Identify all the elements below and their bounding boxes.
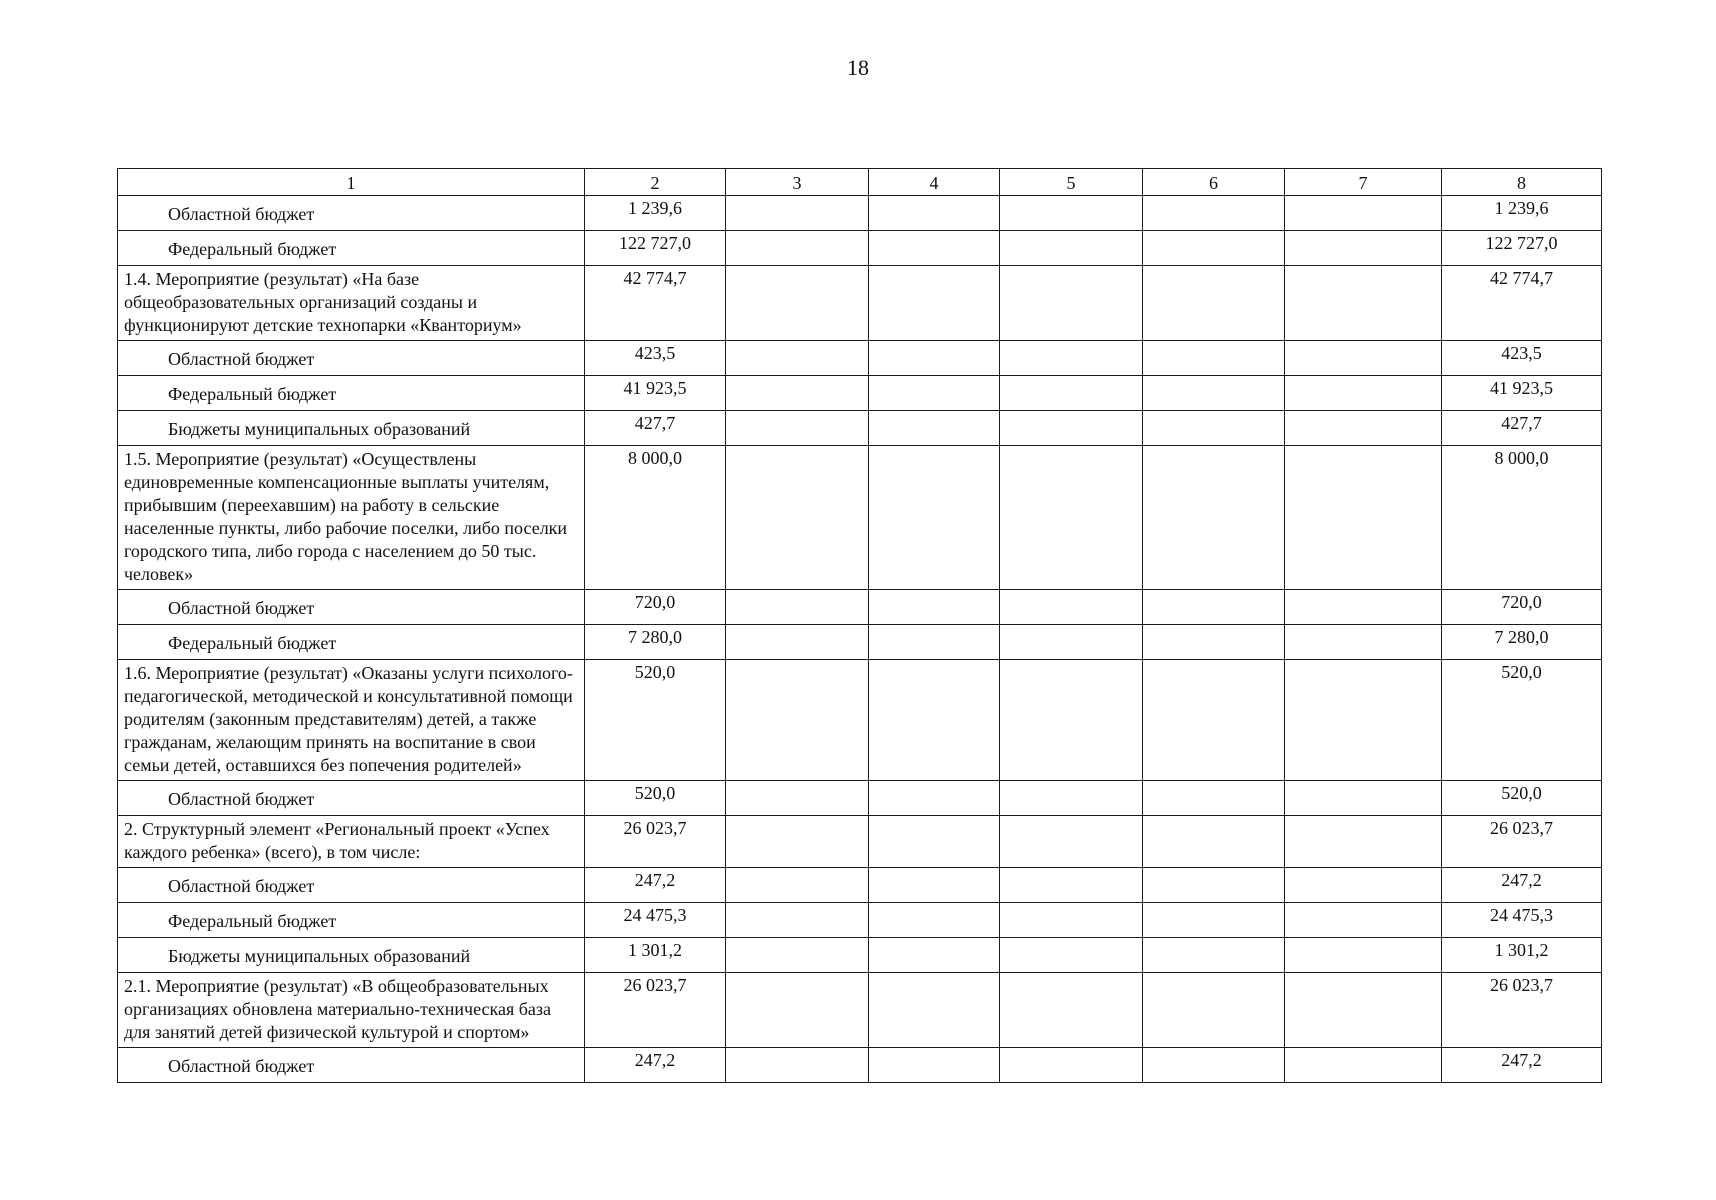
empty-cell <box>1143 590 1285 625</box>
empty-cell <box>869 938 1000 973</box>
table-row <box>118 446 1602 590</box>
empty-cell <box>1285 903 1442 938</box>
table-body <box>118 196 1602 1083</box>
empty-cell <box>1143 411 1285 446</box>
empty-cell <box>1285 938 1442 973</box>
empty-cell <box>869 660 1000 781</box>
amount-col8-cell: 1 239,6 <box>1442 196 1602 231</box>
empty-cell <box>1143 938 1285 973</box>
column-header: 3 <box>726 169 869 196</box>
empty-cell <box>1285 266 1442 341</box>
table-row <box>118 590 1602 625</box>
amount-col8-cell: 720,0 <box>1442 590 1602 625</box>
amount-col2-cell: 520,0 <box>585 781 726 816</box>
amount-col8-cell: 41 923,5 <box>1442 376 1602 411</box>
empty-cell <box>869 196 1000 231</box>
empty-cell <box>1285 973 1442 1048</box>
budget-source-label: Областной бюджет <box>118 196 585 231</box>
empty-cell <box>869 266 1000 341</box>
amount-col8-cell: 520,0 <box>1442 660 1602 781</box>
amount-col2-cell: 427,7 <box>585 411 726 446</box>
empty-cell <box>869 376 1000 411</box>
empty-cell <box>1285 868 1442 903</box>
amount-col2-cell: 1 239,6 <box>585 196 726 231</box>
table-row <box>118 266 1602 341</box>
empty-cell <box>1143 625 1285 660</box>
empty-cell <box>869 231 1000 266</box>
empty-cell <box>869 868 1000 903</box>
empty-cell <box>726 660 869 781</box>
column-header: 7 <box>1285 169 1442 196</box>
column-header: 4 <box>869 169 1000 196</box>
empty-cell <box>726 196 869 231</box>
empty-cell <box>1000 266 1143 341</box>
amount-col2-cell: 1 301,2 <box>585 938 726 973</box>
empty-cell <box>1000 446 1143 590</box>
amount-col8-cell: 26 023,7 <box>1442 973 1602 1048</box>
amount-col2-cell: 41 923,5 <box>585 376 726 411</box>
amount-col8-cell: 122 727,0 <box>1442 231 1602 266</box>
amount-col2-cell: 42 774,7 <box>585 266 726 341</box>
empty-cell <box>1143 868 1285 903</box>
budget-source-label: Бюджеты муниципальных образований <box>118 411 585 446</box>
empty-cell <box>726 590 869 625</box>
header-row <box>118 169 1602 196</box>
table-row <box>118 411 1602 446</box>
empty-cell <box>1285 411 1442 446</box>
empty-cell <box>1000 781 1143 816</box>
amount-col8-cell: 1 301,2 <box>1442 938 1602 973</box>
amount-col2-cell: 423,5 <box>585 341 726 376</box>
amount-col8-cell: 7 280,0 <box>1442 625 1602 660</box>
empty-cell <box>1285 231 1442 266</box>
budget-source-label: Областной бюджет <box>118 868 585 903</box>
column-header: 6 <box>1143 169 1285 196</box>
empty-cell <box>869 816 1000 868</box>
amount-col8-cell: 423,5 <box>1442 341 1602 376</box>
empty-cell <box>726 868 869 903</box>
empty-cell <box>1285 590 1442 625</box>
budget-table <box>117 168 1602 1083</box>
amount-col8-cell: 247,2 <box>1442 868 1602 903</box>
table-row <box>118 938 1602 973</box>
table-row <box>118 816 1602 868</box>
budget-source-label: Областной бюджет <box>118 1048 585 1083</box>
empty-cell <box>1000 868 1143 903</box>
empty-cell <box>726 781 869 816</box>
table-row <box>118 376 1602 411</box>
empty-cell <box>1143 231 1285 266</box>
empty-cell <box>726 231 869 266</box>
budget-source-label: Федеральный бюджет <box>118 376 585 411</box>
empty-cell <box>1285 816 1442 868</box>
amount-col8-cell: 247,2 <box>1442 1048 1602 1083</box>
column-header: 2 <box>585 169 726 196</box>
amount-col2-cell: 24 475,3 <box>585 903 726 938</box>
amount-col2-cell: 8 000,0 <box>585 446 726 590</box>
empty-cell <box>1285 376 1442 411</box>
table-row <box>118 341 1602 376</box>
amount-col8-cell: 8 000,0 <box>1442 446 1602 590</box>
empty-cell <box>1285 341 1442 376</box>
empty-cell <box>869 411 1000 446</box>
empty-cell <box>1285 781 1442 816</box>
amount-col8-cell: 24 475,3 <box>1442 903 1602 938</box>
activity-label: 2. Структурный элемент «Региональный проект «Успех каждого ребенка» (всего), в том числе: <box>118 816 585 868</box>
budget-source-label: Федеральный бюджет <box>118 903 585 938</box>
amount-col8-cell: 42 774,7 <box>1442 266 1602 341</box>
amount-col2-cell: 26 023,7 <box>585 973 726 1048</box>
empty-cell <box>869 590 1000 625</box>
empty-cell <box>1000 590 1143 625</box>
empty-cell <box>1000 938 1143 973</box>
empty-cell <box>869 903 1000 938</box>
column-header: 8 <box>1442 169 1602 196</box>
empty-cell <box>1143 816 1285 868</box>
column-header: 1 <box>118 169 585 196</box>
amount-col2-cell: 122 727,0 <box>585 231 726 266</box>
empty-cell <box>726 266 869 341</box>
empty-cell <box>1143 1048 1285 1083</box>
table-row <box>118 1048 1602 1083</box>
empty-cell <box>726 341 869 376</box>
table-row <box>118 973 1602 1048</box>
empty-cell <box>1285 625 1442 660</box>
budget-source-label: Областной бюджет <box>118 590 585 625</box>
empty-cell <box>726 446 869 590</box>
table-row <box>118 781 1602 816</box>
empty-cell <box>869 781 1000 816</box>
empty-cell <box>1285 660 1442 781</box>
empty-cell <box>726 816 869 868</box>
amount-col2-cell: 7 280,0 <box>585 625 726 660</box>
budget-source-label: Областной бюджет <box>118 341 585 376</box>
empty-cell <box>1143 266 1285 341</box>
empty-cell <box>1143 196 1285 231</box>
empty-cell <box>1000 903 1143 938</box>
empty-cell <box>726 938 869 973</box>
empty-cell <box>726 625 869 660</box>
budget-source-label: Федеральный бюджет <box>118 231 585 266</box>
table-row <box>118 231 1602 266</box>
amount-col8-cell: 427,7 <box>1442 411 1602 446</box>
activity-label: 1.5. Мероприятие (результат) «Осуществлены единовременные компенсационные выплаты учителям, прибывшим (переехавшим) на работу в сельские населенные пункты, либо рабочие поселки, либо поселки городского типа, либо города с населением до 50 тыс. человек» <box>118 446 585 590</box>
empty-cell <box>1000 231 1143 266</box>
empty-cell <box>1000 341 1143 376</box>
empty-cell <box>1285 446 1442 590</box>
empty-cell <box>1000 376 1143 411</box>
empty-cell <box>1285 1048 1442 1083</box>
table-row <box>118 868 1602 903</box>
amount-col2-cell: 247,2 <box>585 1048 726 1083</box>
empty-cell <box>1000 1048 1143 1083</box>
amount-col2-cell: 720,0 <box>585 590 726 625</box>
empty-cell <box>1143 376 1285 411</box>
page-number: 18 <box>847 55 869 80</box>
empty-cell <box>726 376 869 411</box>
empty-cell <box>1143 973 1285 1048</box>
empty-cell <box>1143 660 1285 781</box>
empty-cell <box>1000 196 1143 231</box>
empty-cell <box>726 1048 869 1083</box>
empty-cell <box>1000 660 1143 781</box>
empty-cell <box>726 973 869 1048</box>
table-row <box>118 660 1602 781</box>
activity-label: 1.4. Мероприятие (результат) «На базе общеобразовательных организаций созданы и функционируют детские технопарки «Кванториум» <box>118 266 585 341</box>
activity-label: 2.1. Мероприятие (результат) «В общеобразовательных организациях обновлена материально-техническая база для занятий детей физической культурой и спортом» <box>118 973 585 1048</box>
budget-source-label: Областной бюджет <box>118 781 585 816</box>
budget-source-label: Федеральный бюджет <box>118 625 585 660</box>
empty-cell <box>1143 341 1285 376</box>
empty-cell <box>1285 196 1442 231</box>
empty-cell <box>869 446 1000 590</box>
empty-cell <box>726 411 869 446</box>
empty-cell <box>726 903 869 938</box>
table-row <box>118 196 1602 231</box>
empty-cell <box>1143 446 1285 590</box>
empty-cell <box>1143 903 1285 938</box>
budget-source-label: Бюджеты муниципальных образований <box>118 938 585 973</box>
empty-cell <box>1143 781 1285 816</box>
table-row <box>118 903 1602 938</box>
empty-cell <box>1000 816 1143 868</box>
amount-col8-cell: 520,0 <box>1442 781 1602 816</box>
table-row <box>118 625 1602 660</box>
empty-cell <box>869 1048 1000 1083</box>
empty-cell <box>1000 625 1143 660</box>
empty-cell <box>1000 411 1143 446</box>
amount-col2-cell: 247,2 <box>585 868 726 903</box>
empty-cell <box>1000 973 1143 1048</box>
amount-col8-cell: 26 023,7 <box>1442 816 1602 868</box>
amount-col2-cell: 520,0 <box>585 660 726 781</box>
column-header: 5 <box>1000 169 1143 196</box>
activity-label: 1.6. Мероприятие (результат) «Оказаны услуги психолого-педагогической, методической и консультативной помощи родителям (законным представителям) детей, а также гражданам, желающим принять на воспитание в свои семьи детей, оставшихся без попечения родителей» <box>118 660 585 781</box>
empty-cell <box>869 341 1000 376</box>
empty-cell <box>869 625 1000 660</box>
empty-cell <box>869 973 1000 1048</box>
amount-col2-cell: 26 023,7 <box>585 816 726 868</box>
